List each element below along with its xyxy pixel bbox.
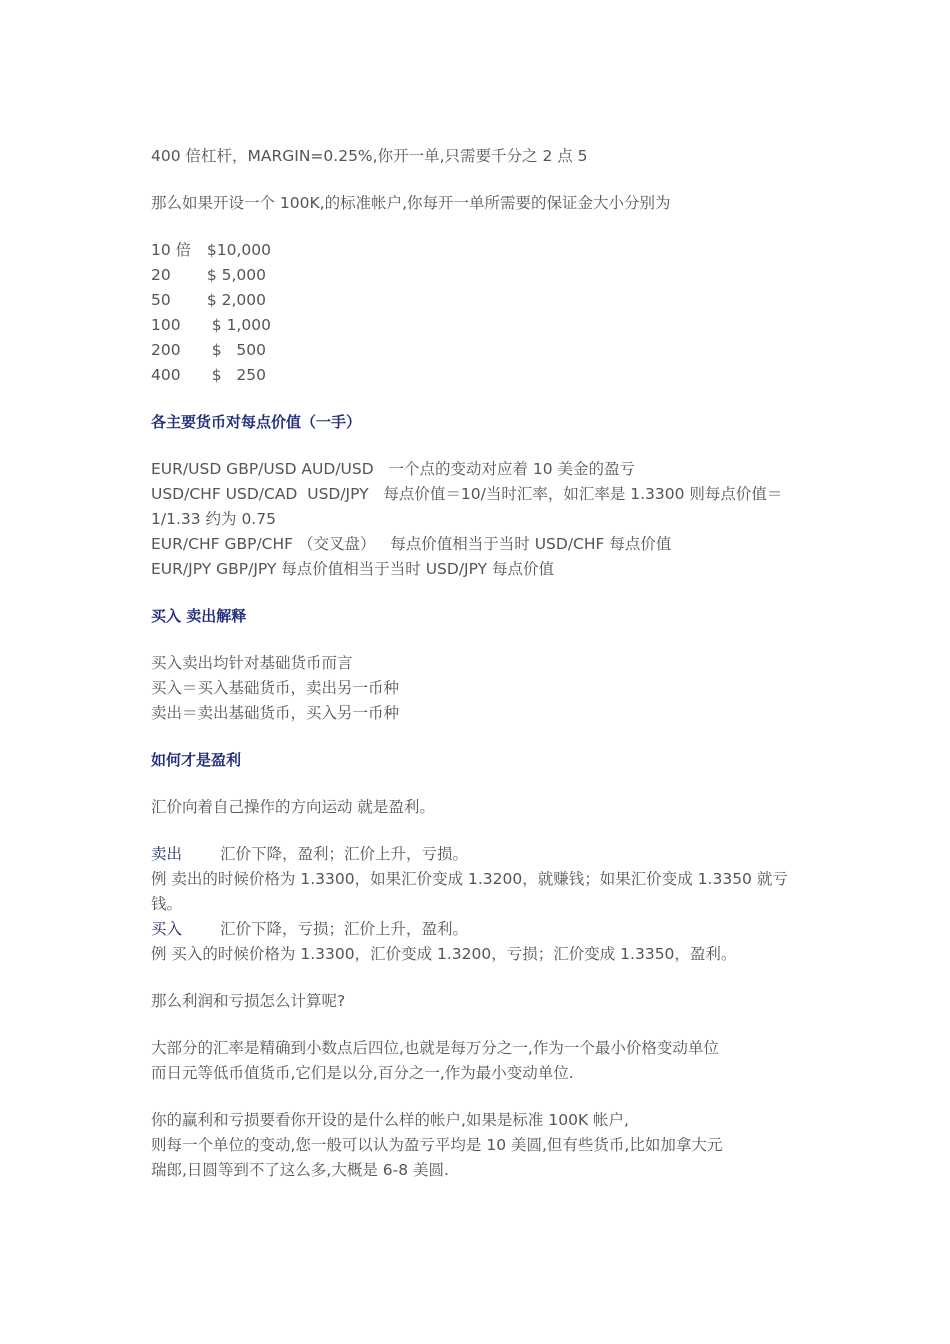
margin-leverage: 400 [151, 366, 181, 384]
margin-leverage: 100 [151, 316, 181, 334]
buy-label: 买入 [151, 920, 183, 938]
calc-line: 你的赢利和亏损要看你开设的是什么样的帐户,如果是标准 100K 帐户, [151, 1111, 629, 1129]
margin-row [151, 338, 811, 363]
margin-row [151, 363, 811, 388]
pip-value-line: EUR/JPY GBP/JPY 每点价值相当于当时 USD/JPY 每点价值 [151, 560, 555, 578]
margin-amount: $ 250 [197, 366, 267, 384]
sell-example: 例 卖出的时候价格为 1.3300，如果汇价变成 1.3200，就赚钱；如果汇价变成 1.3350 就亏钱。 [151, 870, 788, 913]
buy-sell-line: 卖出＝卖出基础货币，买入另一币种 [151, 704, 400, 722]
profit-rules [151, 842, 811, 967]
profit-heading: 如何才是盈利 [151, 751, 242, 769]
calc-line: 而日元等低币值货币,它们是以分,百分之一,作为最小变动单位. [151, 1064, 574, 1082]
sell-rule: 汇价下降，盈利；汇价上升，亏损。 [220, 845, 469, 863]
margin-amount: $ 5,000 [197, 266, 267, 284]
calc-line: 则每一个单位的变动,您一般可以认为盈亏平均是 10 美圆,但有些货币,比如加拿大元 [151, 1136, 723, 1154]
buy-sell-heading: 买入 卖出解释 [151, 607, 247, 625]
calc-paragraph-1 [151, 1036, 811, 1086]
margin-intro: 那么如果开设一个 100K,的标准帐户,你每开一单所需要的保证金大小分别为 [151, 194, 671, 212]
margin-amount: $ 2,000 [197, 291, 267, 309]
margin-leverage: 10 倍 [151, 241, 192, 259]
calc-line: 大部分的汇率是精确到小数点后四位,也就是每万分之一,作为一个最小价格变动单位 [151, 1039, 719, 1057]
sell-label: 卖出 [151, 845, 183, 863]
margin-row [151, 313, 811, 338]
buy-rule: 汇价下降，亏损；汇价上升，盈利。 [220, 920, 469, 938]
margin-leverage: 20 [151, 266, 171, 284]
buy-example: 例 买入的时候价格为 1.3300，汇价变成 1.3200，亏损；汇价变成 1.3350，盈利。 [151, 945, 737, 963]
buy-rule-line [151, 917, 811, 942]
pip-value-line: EUR/USD GBP/USD AUD/USD 一个点的变动对应着 10 美金的盈亏 [151, 460, 636, 478]
margin-table [151, 238, 811, 388]
pip-value-heading: 各主要货币对每点价值（一手） [151, 413, 362, 431]
calc-question: 那么利润和亏损怎么计算呢? [151, 992, 346, 1010]
calc-paragraph-2 [151, 1108, 811, 1183]
document-page [151, 144, 811, 1205]
margin-amount: $10,000 [197, 241, 271, 259]
buy-sell-line: 买入＝买入基础货币，卖出另一币种 [151, 679, 400, 697]
margin-leverage: 200 [151, 341, 181, 359]
calc-line: 瑞郎,日圆等到不了这么多,大概是 6-8 美圆. [151, 1161, 449, 1179]
buy-sell-line: 买入卖出均针对基础货币而言 [151, 654, 353, 672]
margin-row [151, 238, 811, 263]
leverage-line: 400 倍杠杆，MARGIN=0.25%,你开一单,只需要千分之 2 点 5 [151, 147, 588, 165]
pip-value-section [151, 457, 811, 582]
margin-amount: $ 500 [197, 341, 267, 359]
margin-row [151, 263, 811, 288]
sell-rule-line [151, 842, 811, 867]
buy-sell-section [151, 651, 811, 726]
profit-summary: 汇价向着自己操作的方向运动 就是盈利。 [151, 798, 435, 816]
pip-value-line: USD/CHF USD/CAD USD/JPY 每点价值＝10/当时汇率，如汇率是 1.3300 则每点价值＝1/1.33 约为 0.75 [151, 485, 783, 528]
margin-row [151, 288, 811, 313]
pip-value-line: EUR/CHF GBP/CHF （交叉盘） 每点价值相当于当时 USD/CHF 每点价值 [151, 535, 672, 553]
margin-leverage: 50 [151, 291, 171, 309]
margin-amount: $ 1,000 [197, 316, 271, 334]
